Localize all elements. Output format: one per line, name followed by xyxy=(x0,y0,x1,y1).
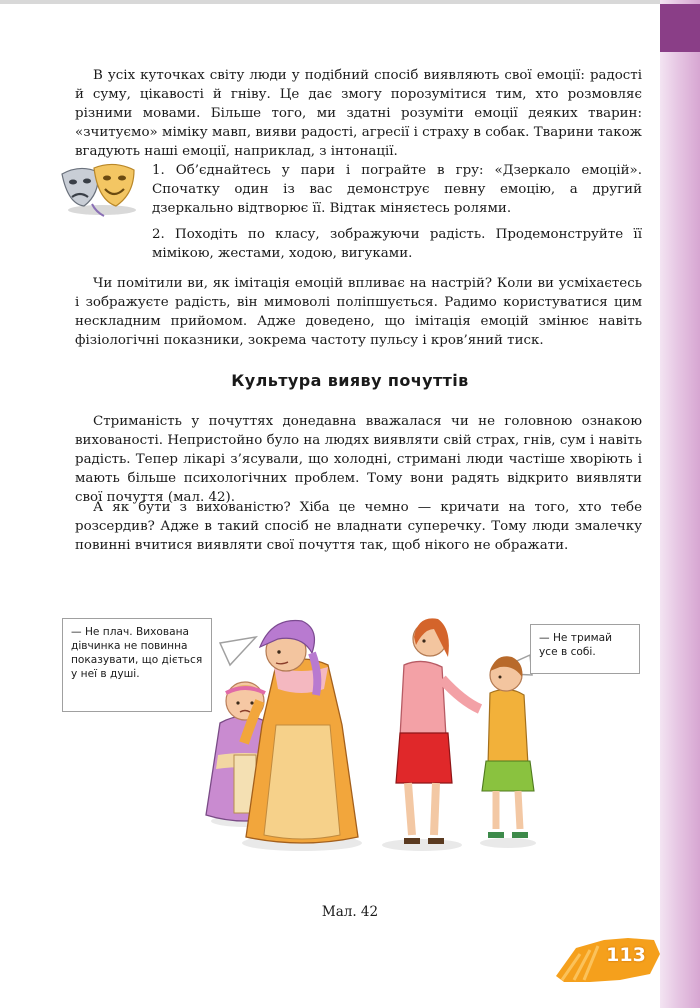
task-two: 2. Походіть по класу, зображуючи радість. Продемонструйте її мімікою, жестами, ходою, вигуками. xyxy=(152,227,642,261)
speech-bubble-left: — Не плач. Вихована дівчинка не повинна показувати, що діється у неї в душі. xyxy=(62,618,212,712)
illustration-scene xyxy=(190,605,550,855)
figure-caption: Мал. 42 xyxy=(321,904,379,920)
boy-figure xyxy=(480,656,536,848)
imitation-paragraph: Чи помітили ви, як імітація емоцій впливає на настрій? Коли ви усміхаєтесь і зображуєте радість, він мимоволі поліпшується. Радимо користуватися цим нескладним прийомом. Адже доведено, що імітація емоцій змінює навіть фізіологічні показники, зокрема частоту пульсу і кров’яний тиск. xyxy=(75,276,642,348)
side-color-bar xyxy=(660,0,700,1008)
speech-bubble-right: — Не тримай усе в собі. xyxy=(530,624,640,674)
woman-red-figure xyxy=(382,618,480,851)
woman-yellow-figure xyxy=(242,621,362,851)
top-rule xyxy=(0,0,700,4)
section-paragraph-1: Стриманість у почуттях донедавна вважалася чи не головною ознакою вихованості. Непристойно було на людях виявляти свій страх, гнів, сум і навіть радість. Тепер лікарі з’ясували, що холодні, стримані люди частіше хворіють і мають більше психологічних проблем. Тому вони радять відкрито виявляти свої почуття (мал. 42). xyxy=(75,414,642,505)
section-paragraph-2: А як бути з вихованістю? Хіба це чемно — кричати на того, хто тебе розсердив? Адже в такий спосіб не владнати суперечку. Тому люди змалечку повинні вчитися виявляти свої почуття так, щоб нікого не ображати. xyxy=(75,500,642,553)
theatre-masks-icon xyxy=(56,160,142,218)
page-number: 113 xyxy=(606,944,646,966)
task-one: 1. Об’єднайтесь у пари і пограйте в гру: «Дзеркало емоцій». Спочатку один із вас демонструє певну емоцію, а другий дзеркально відтворює її. Відтак міняєтесь ролями. xyxy=(152,163,642,216)
section-heading: Культура вияву почуттів xyxy=(231,371,469,390)
side-tab-marker xyxy=(660,4,700,52)
intro-paragraph: В усіх куточках світу люди у подібний спосіб виявляють свої емоції: радості й суму, цікавості й гніву. Це дає змогу порозумітися тим, хто розмовляє різними мовами. Більше того, ми здатні розуміти емоції деяких тварин: «зчитуємо» міміку мавп, вияви радості, агресії і страху в собак. Тварини також вгадують наші емоції, наприклад, з інтонації. xyxy=(75,68,642,159)
